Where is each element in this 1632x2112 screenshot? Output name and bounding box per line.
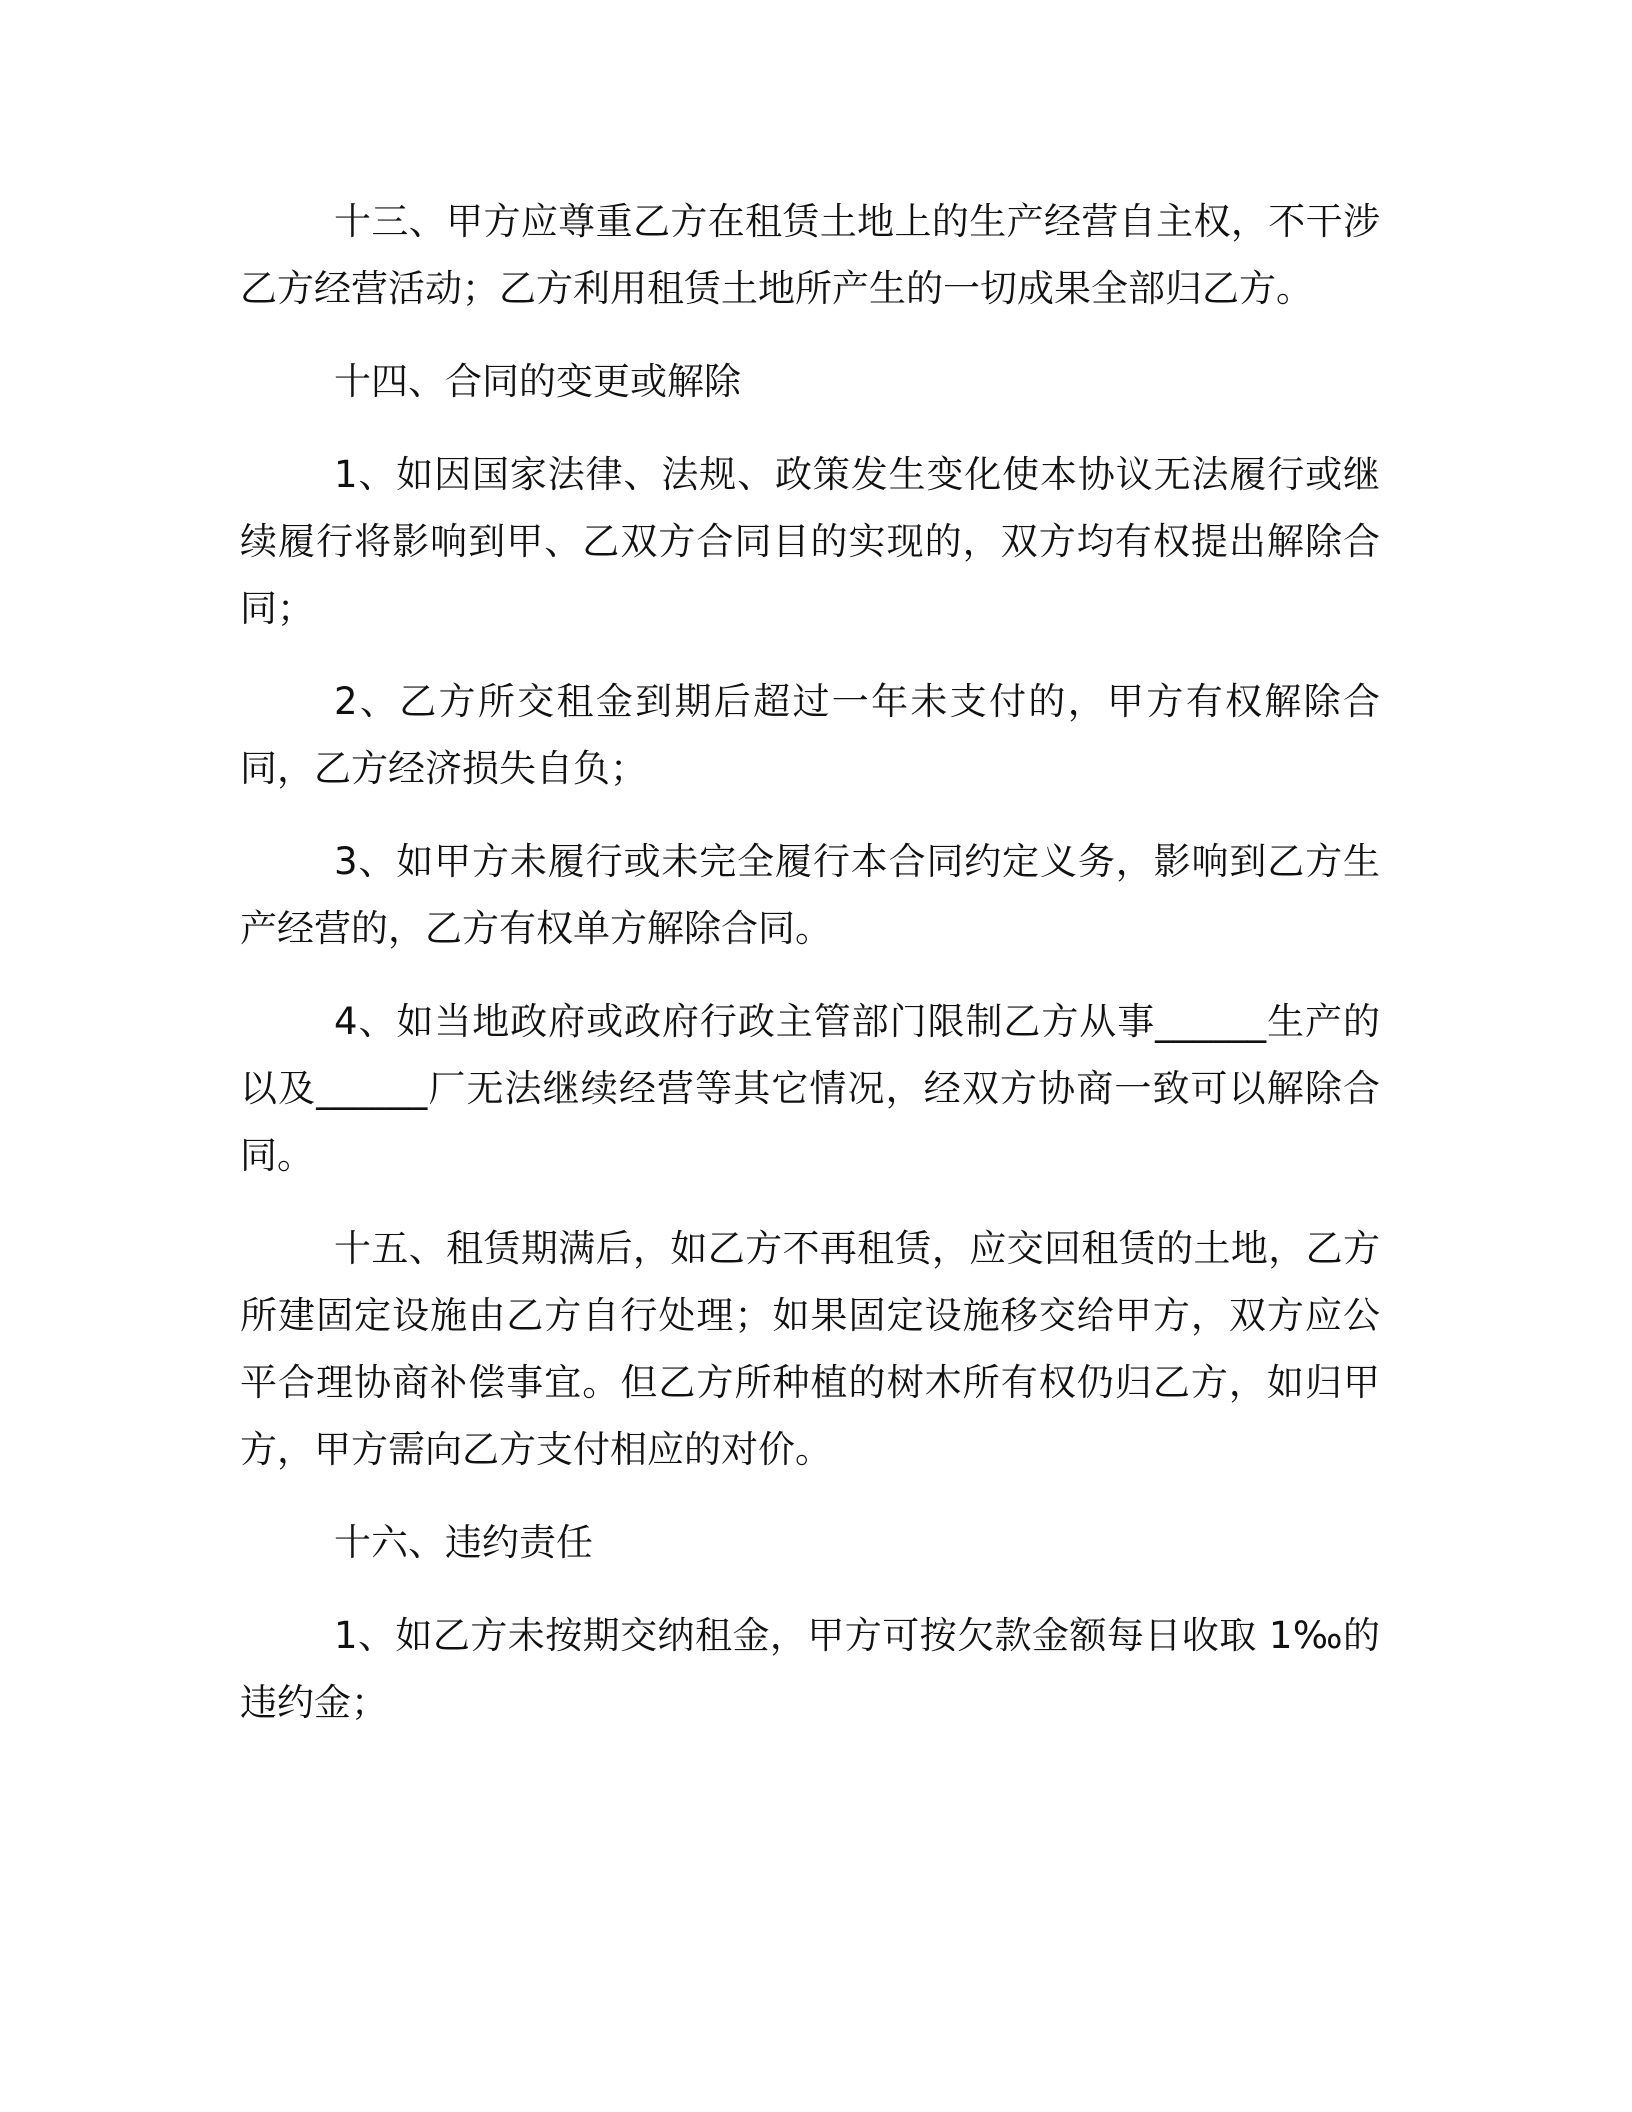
clause-13-paragraph: 十三、甲方应尊重乙方在租赁土地上的生产经营自主权，不干涉乙方经营活动；乙方利用租赁土地所产生的一切成果全部归乙方。 [240,200,1380,310]
clause-16-item-1: 1、如乙方未按期交纳租金，甲方可按欠款金额每日收取 1‰的违约金； [240,1614,1380,1724]
document-page [240,188,1380,1736]
clause-16-heading: 十六、违约责任 [334,1521,593,1564]
clause-14-item-1: 1、如因国家法律、法规、政策发生变化使本协议无法履行或继续履行将影响到甲、乙双方合同目的实现的，双方均有权提出解除合同； [240,453,1380,630]
clause-14-item-2: 2、乙方所交租金到期后超过一年未支付的，甲方有权解除合同，乙方经济损失自负； [240,680,1380,790]
clause-14-heading: 十四、合同的变更或解除 [334,360,741,403]
clause-14-item-4: 4、如当地政府或政府行政主管部门限制乙方从事______生产的以及______厂无法继续经营等其它情况，经双方协商一致可以解除合同。 [240,1000,1380,1177]
clause-15-paragraph: 十五、租赁期满后，如乙方不再租赁，应交回租赁的土地，乙方所建固定设施由乙方自行处理；如果固定设施移交给甲方，双方应公平合理协商补偿事宜。但乙方所种植的树木所有权仍归乙方，如归甲方，甲方需向乙方支付相应的对价。 [240,1227,1380,1471]
clause-14-item-3: 3、如甲方未履行或未完全履行本合同约定义务，影响到乙方生产经营的，乙方有权单方解除合同。 [240,840,1380,950]
